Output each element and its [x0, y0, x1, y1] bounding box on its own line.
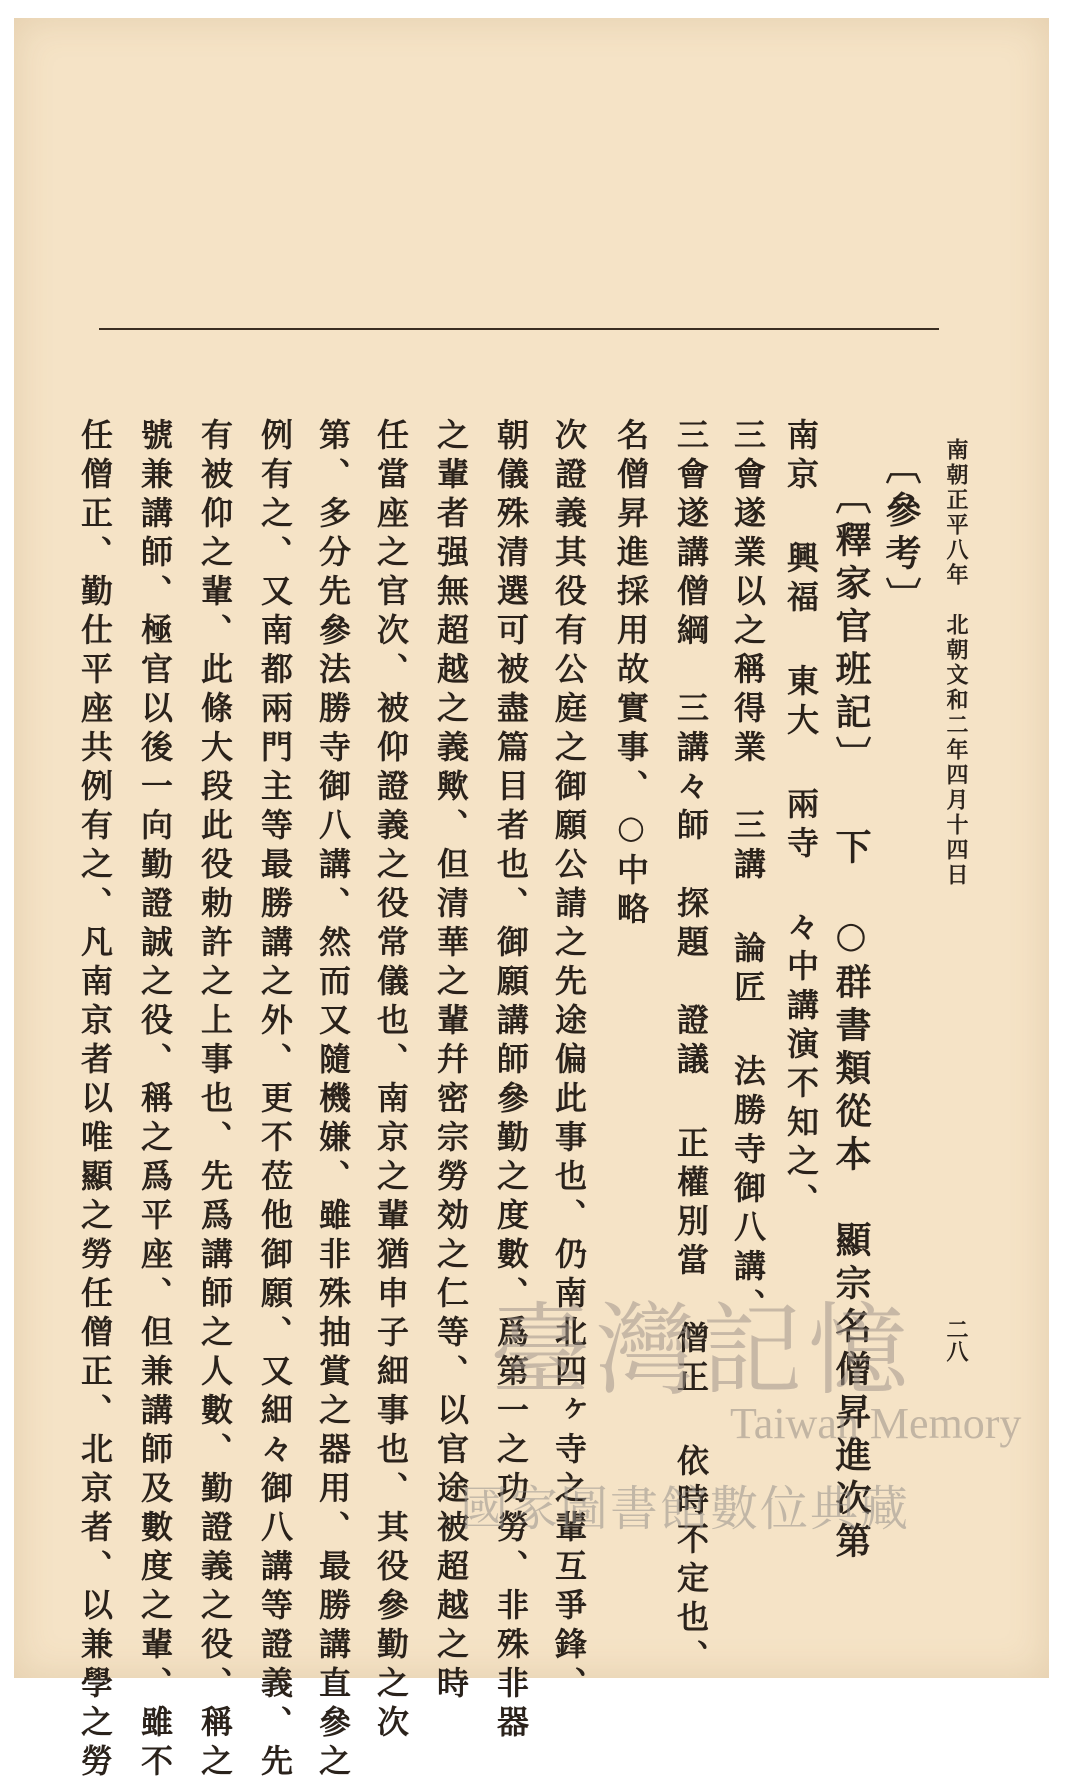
text-column-8: 之輩者强無超越之義歟、但清華之輩幷密宗勞効之仁等、以官途被超越之時 [432, 418, 470, 1705]
watermark-english: Taiwan Memory [730, 1399, 1022, 1448]
text-column-9: 任當座之官次、被仰證義之役常儀也、南京之輩猶申子細事也、其役參勤之次 [372, 418, 410, 1744]
text-column-2: 南京 興福 東大 兩寺 々中講演不知之、 [782, 418, 820, 1222]
page-number: 二八 [943, 1318, 969, 1362]
date-header: 南朝正平八年 北朝文和二年四月十四日 [943, 438, 969, 888]
text-column-11: 例有之、又南都兩門主等最勝講之外、更不莅他御願、又細々御八講等證義、先 [256, 418, 294, 1783]
document-page [14, 18, 1049, 1783]
text-column-10: 第、多分先參法勝寺御八講、然而又隨機嫌、雖非殊抽賞之器用、最勝講直參之 [314, 418, 352, 1783]
text-column-14: 任僧正、勤仕平座共例有之、凡南京者以唯顯之勞任僧正、北京者、以兼學之勞 [76, 418, 114, 1783]
horizontal-rule [99, 328, 939, 330]
reference-heading: 〔參考〕 [880, 448, 922, 620]
text-column-7: 朝儀殊清選可被盡篇目者也、御願講師參勤之度數、爲第一之功勞、非殊非器 [492, 418, 530, 1744]
text-column-4: 三會遂講僧綱 三講々師 探題 證議 正權別當 僧正 依時不定也、 [672, 418, 710, 1678]
text-column-5: 名僧昇進採用故實事、○中略 [612, 418, 650, 931]
text-column-13: 號兼講師、極官以後一向勤證誠之役、稱之爲平座、但兼講師及數度之輩、雖不 [136, 418, 174, 1783]
text-column-12: 有被仰之輩、此條大段此役勅許之上事也、先爲講師之人數、勤證義之役、稱之 [196, 418, 234, 1783]
text-column-6: 次證義其役有公庭之御願公請之先途偏此事也、仍南北四ヶ寺之輩互爭鋒、 [550, 418, 588, 1705]
text-column-1: 〔釋家官班記〕 下 ○群書類從本 顯宗名僧昇進次第 [830, 478, 872, 1565]
watermark-chinese: 臺灣記憶 [490, 1292, 914, 1409]
watermark-library: 國家圖書館數位典藏 [460, 1481, 911, 1537]
text-column-3: 三會遂業以之稱得業 三講 論匠 法勝寺御八講、 [729, 418, 767, 1327]
